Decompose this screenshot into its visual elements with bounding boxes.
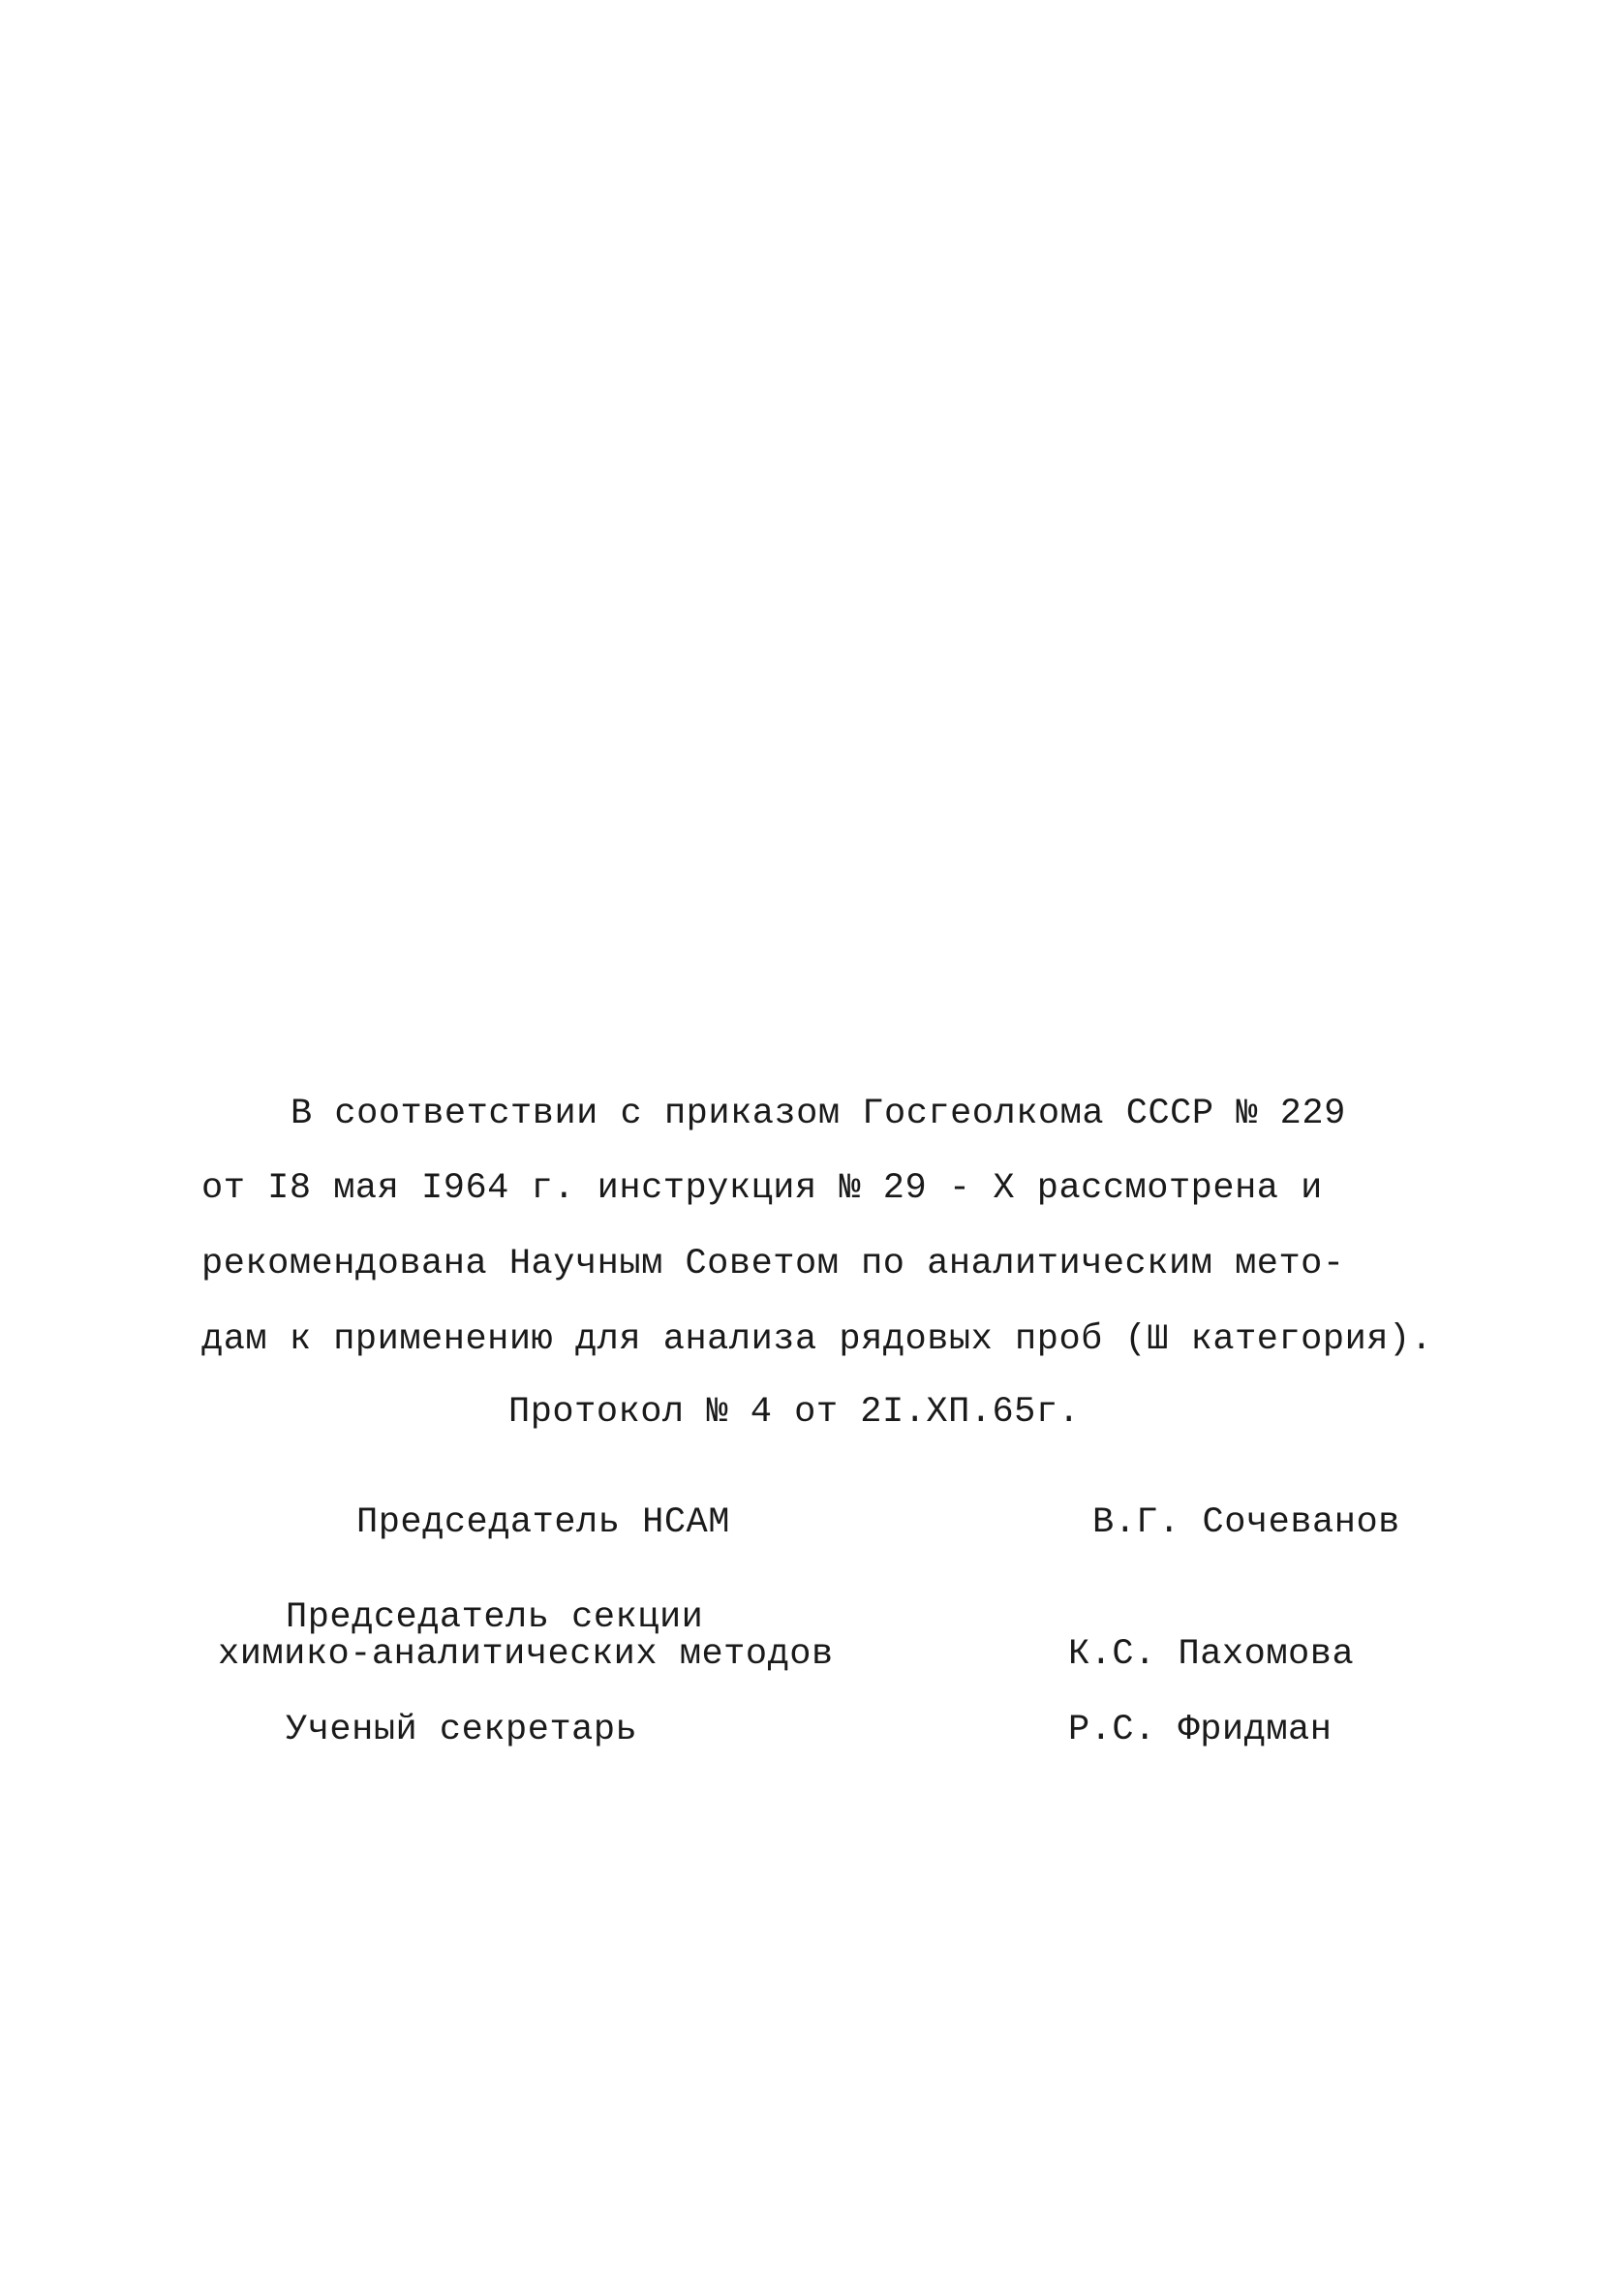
approval-line-4: дам к применению для анализа рядовых проб (Ш категория). xyxy=(201,1319,1433,1360)
protocol-line: Протокол № 4 от 2I.XП.65г. xyxy=(508,1392,1081,1433)
signature-role-section-chair-line-1: Председатель секции xyxy=(286,1597,704,1638)
approval-line-3: рекомендована Научным Советом по аналитическим мето- xyxy=(201,1244,1345,1284)
signature-role-section-chair-line-2: химико-аналитических методов xyxy=(218,1634,834,1675)
signature-name-chairman: В.Г. Сочеванов xyxy=(1092,1502,1400,1543)
signature-role-secretary: Ученый секретарь xyxy=(286,1710,638,1750)
signature-name-secretary: Р.С. Фридман xyxy=(1068,1710,1333,1750)
signature-name-section-chair: К.С. Пахомова xyxy=(1068,1634,1355,1675)
signature-role-chairman: Председатель НСАМ xyxy=(356,1502,730,1543)
approval-line-2: от I8 мая I964 г. инструкция № 29 - X рассмотрена и xyxy=(201,1168,1323,1209)
approval-line-1: В соответствии с приказом Госгеолкома СССР № 229 xyxy=(291,1094,1346,1134)
